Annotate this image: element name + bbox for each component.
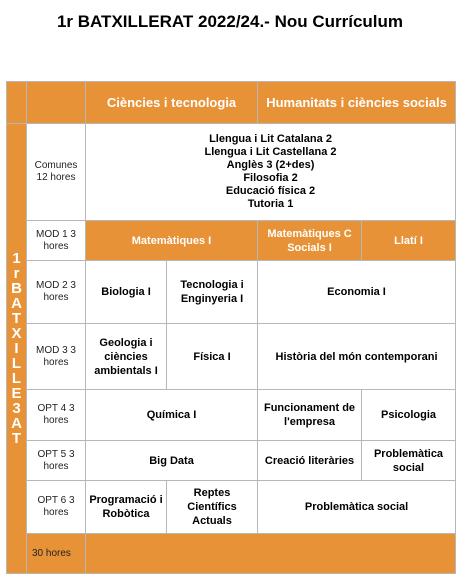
curriculum-table xyxy=(6,81,456,574)
subject-matematiques-i: Matemàtiques I xyxy=(86,221,258,261)
common-subjects xyxy=(86,124,456,221)
common-subject: Educació física 2 xyxy=(225,185,316,197)
common-subject: Filosofia 2 xyxy=(243,172,298,184)
subject-fisica-i: Física I xyxy=(167,324,258,390)
subject-quimica-i: Química I xyxy=(86,390,258,441)
subject-economia-i: Economia I xyxy=(258,261,456,324)
subject-reptes-cientifics: Reptes Científics Actuals xyxy=(167,481,258,534)
row-label-opt5: OPT 5 3 hores xyxy=(27,441,86,481)
subject-tecnologia-enginyeria-i: Tecnologia i Enginyeria I xyxy=(167,261,258,324)
subject-biologia-i: Biologia I xyxy=(86,261,167,324)
side-label-letters: 1 r B A T X I L L E 3 A T xyxy=(11,250,22,447)
row-label-mod3: MOD 3 3 hores xyxy=(27,324,86,390)
subject-problematica-social-opt5: Problemàtica social xyxy=(362,441,456,481)
subject-big-data: Big Data xyxy=(86,441,258,481)
subject-psicologia: Psicologia xyxy=(362,390,456,441)
common-subject: Llengua i Lit Catalana 2 xyxy=(209,133,332,145)
subject-creacio-literaries: Creació literàries xyxy=(258,441,362,481)
vertical-side-label xyxy=(7,124,27,574)
row-label-comunes: Comunes 12 hores xyxy=(27,124,86,221)
footer-bar xyxy=(86,534,456,574)
row-label-opt4: OPT 4 3 hores xyxy=(27,390,86,441)
row-label-mod2: MOD 2 3 hores xyxy=(27,261,86,324)
header-corner-2 xyxy=(27,82,86,124)
total-hours: 30 hores xyxy=(27,534,86,574)
header-humanitats: Humanitats i ciències socials xyxy=(258,82,456,124)
header-ciencies: Ciències i tecnologia xyxy=(86,82,258,124)
subject-matematiques-c-socials-i: Matemàtiques C Socials I xyxy=(258,221,362,261)
subject-programacio-robotica: Programació i Robòtica xyxy=(86,481,167,534)
row-label-opt6: OPT 6 3 hores xyxy=(27,481,86,534)
page-title: 1r BATXILLERAT 2022/24.- Nou Currículum xyxy=(56,12,404,31)
subject-llati-i: Llatí I xyxy=(362,221,456,261)
row-label-mod1: MOD 1 3 hores xyxy=(27,221,86,261)
subject-problematica-social-opt6: Problemàtica social xyxy=(258,481,456,534)
common-subject: Tutoria 1 xyxy=(247,198,294,210)
common-subject: Anglès 3 (2+des) xyxy=(226,159,315,171)
common-subject: Llengua i Lit Castellana 2 xyxy=(204,146,337,158)
header-corner xyxy=(7,82,27,124)
subject-funcionament-empresa: Funcionament de l'empresa xyxy=(258,390,362,441)
subject-historia-mon: Història del món contemporani xyxy=(258,324,456,390)
subject-geologia: Geologia i ciències ambientals I xyxy=(86,324,167,390)
